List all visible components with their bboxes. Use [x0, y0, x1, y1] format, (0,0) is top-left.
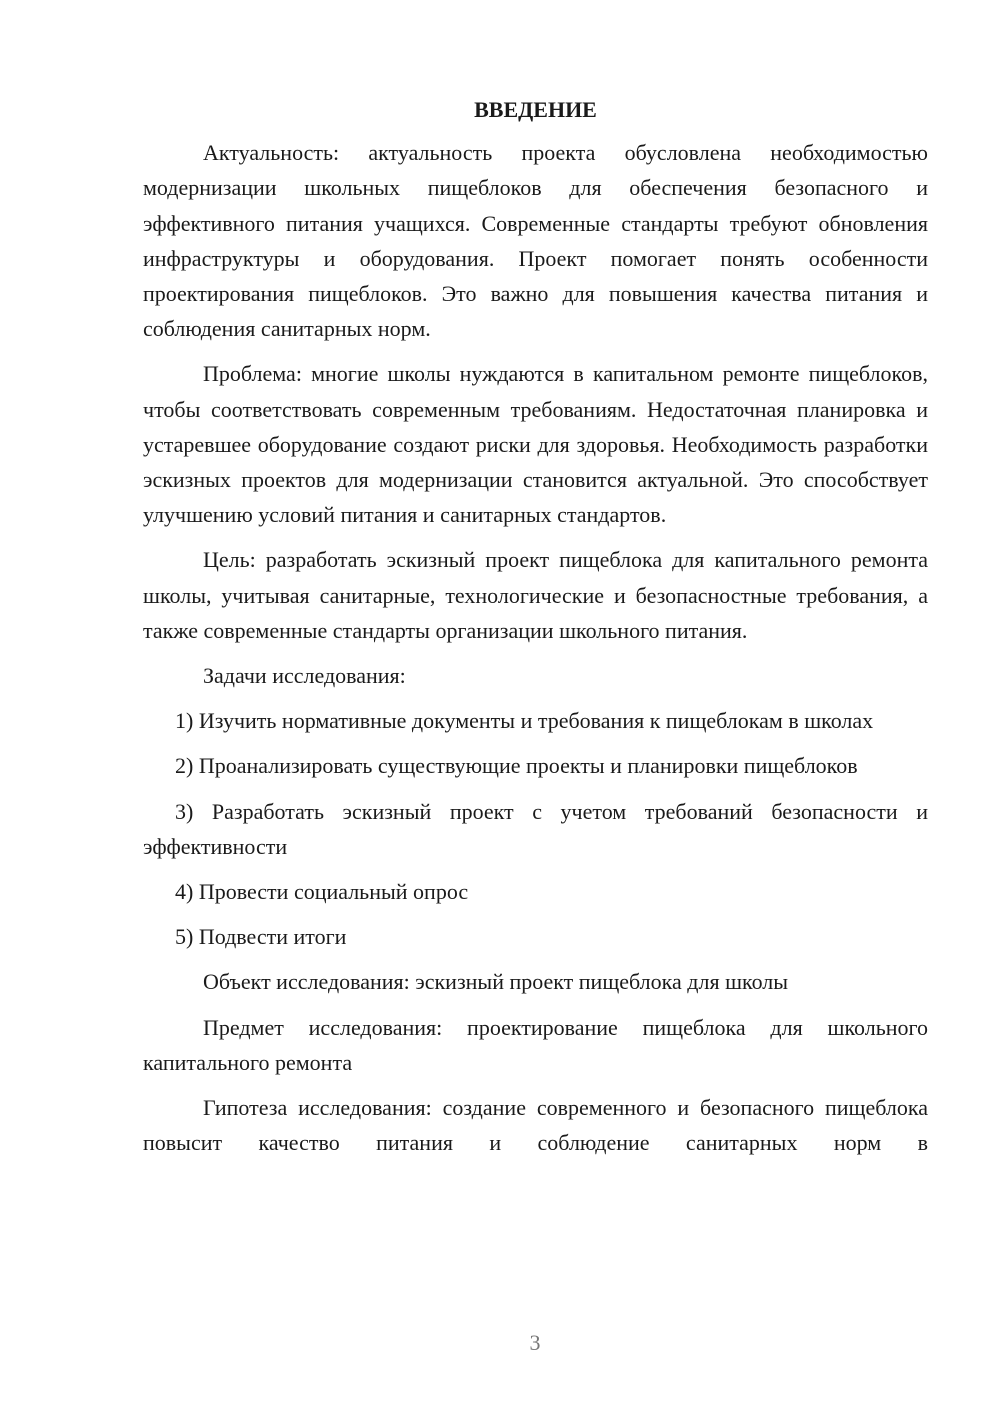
task-item-1: 1) Изучить нормативные документы и требования к пищеблокам в школах — [175, 708, 874, 734]
task-item-3: 3) Разработать эскизный проект с учетом требований безопасности и эффективности — [143, 798, 928, 859]
paragraph-problem: Проблема: многие школы нуждаются в капитальном ремонте пищеблоков, чтобы соответствовать современным требованиям. Недостаточная планировка и устаревшее оборудование создают риски для здоровья. Необходимость разработки эскизных проектов для модернизации становится актуальной. Это способствует улучшению условий питания и санитарных стандартов. — [143, 361, 928, 528]
paragraph-relevance: Актуальность: актуальность проекта обусловлена необходимостью модернизации школьных пищеблоков для обеспечения безопасного и эффективного питания учащихся. Современные стандарты требуют обновления инфраструктуры и оборудования. Проект помогает понять особенности проектирования пищеблоков. Это важно для повышения качества питания и соблюдения санитарных норм. — [143, 140, 928, 342]
task-item-2: 2) Проанализировать существующие проекты и планировки пищеблоков — [175, 753, 858, 779]
paragraph-goal: Цель: разработать эскизный проект пищеблока для капитального ремонта школы, учитывая санитарные, технологические и безопасностные требования, а также современные стандарты организации школьного питания. — [143, 547, 928, 643]
paragraph-object: Объект исследования: эскизный проект пищеблока для школы — [203, 969, 789, 995]
task-item-4: 4) Провести социальный опрос — [175, 879, 469, 905]
paragraph-subject: Предмет исследования: проектирование пищеблока для школьного капитального ремонта — [143, 1014, 928, 1075]
page-content — [143, 92, 928, 1170]
task-item-5: 5) Подвести итоги — [175, 924, 347, 950]
paragraph-hypothesis: Гипотеза исследования: создание современного и безопасного пищеблока повысит качество питания и соблюдение санитарных норм в — [143, 1095, 928, 1156]
section-title: ВВЕДЕНИЕ — [474, 97, 597, 122]
tasks-heading: Задачи исследования: — [203, 663, 406, 689]
page-number: 3 — [529, 1330, 541, 1355]
